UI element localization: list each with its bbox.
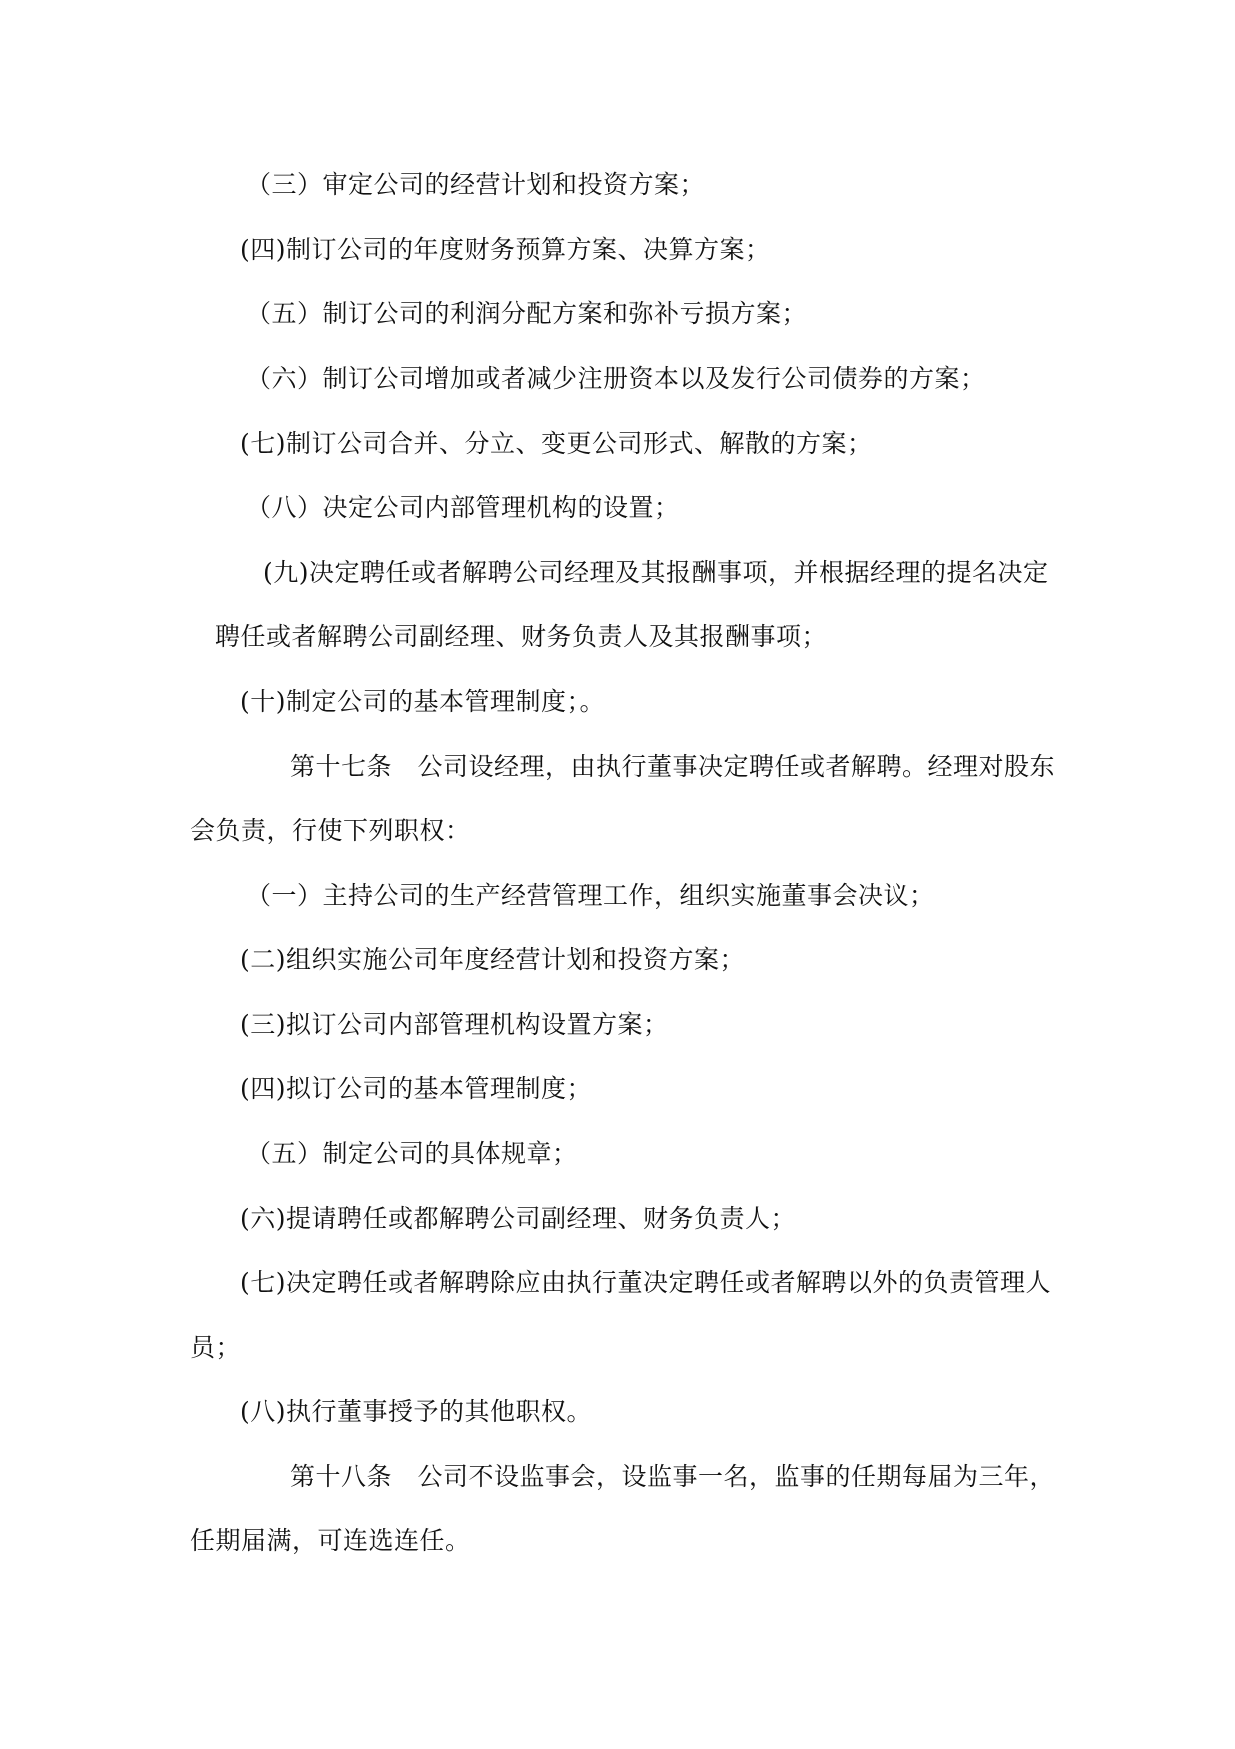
text-line-12: （一）主持公司的生产经营管理工作，组织实施董事会决议； bbox=[246, 881, 935, 910]
text-line-18: (七)决定聘任或者解聘除应由执行董决定聘任或者解聘以外的负责管理人 bbox=[240, 1268, 1052, 1297]
text-line-1: （三）审定公司的经营计划和投资方案； bbox=[246, 170, 706, 199]
text-line-22: 任期届满，可连选连任。 bbox=[190, 1526, 471, 1555]
text-line-21: 第十八条 公司不设监事会，设监事一名，监事的任期每届为三年， bbox=[290, 1462, 1056, 1491]
text-line-5: (七)制订公司合并、分立、变更公司形式、解散的方案； bbox=[240, 429, 873, 458]
text-line-10: 第十七条 公司设经理，由执行董事决定聘任或者解聘。经理对股东 bbox=[290, 752, 1056, 781]
text-line-16: （五）制定公司的具体规章； bbox=[246, 1139, 578, 1168]
text-line-9: (十)制定公司的基本管理制度；。 bbox=[240, 687, 606, 716]
text-line-19: 员； bbox=[190, 1333, 242, 1362]
text-line-14: (三)拟订公司内部管理机构设置方案； bbox=[240, 1010, 669, 1039]
text-line-8: 聘任或者解聘公司副经理、财务负责人及其报酬事项； bbox=[215, 622, 828, 651]
text-line-2: (四)制订公司的年度财务预算方案、决算方案； bbox=[240, 235, 771, 264]
text-line-3: （五）制订公司的利润分配方案和弥补亏损方案； bbox=[246, 299, 808, 328]
text-line-4: （六）制订公司增加或者减少注册资本以及发行公司债券的方案； bbox=[246, 364, 986, 393]
text-line-20: (八)执行董事授予的其他职权。 bbox=[240, 1397, 593, 1426]
text-line-17: (六)提请聘任或都解聘公司副经理、财务负责人； bbox=[240, 1204, 797, 1233]
text-line-13: (二)组织实施公司年度经营计划和投资方案； bbox=[240, 945, 746, 974]
text-line-15: (四)拟订公司的基本管理制度； bbox=[240, 1074, 593, 1103]
text-line-7: (九)决定聘任或者解聘公司经理及其报酬事项，并根据经理的提名决定 bbox=[263, 558, 1049, 587]
text-line-6: （八）决定公司内部管理机构的设置； bbox=[246, 493, 680, 522]
text-line-11: 会负责，行使下列职权： bbox=[190, 816, 471, 845]
